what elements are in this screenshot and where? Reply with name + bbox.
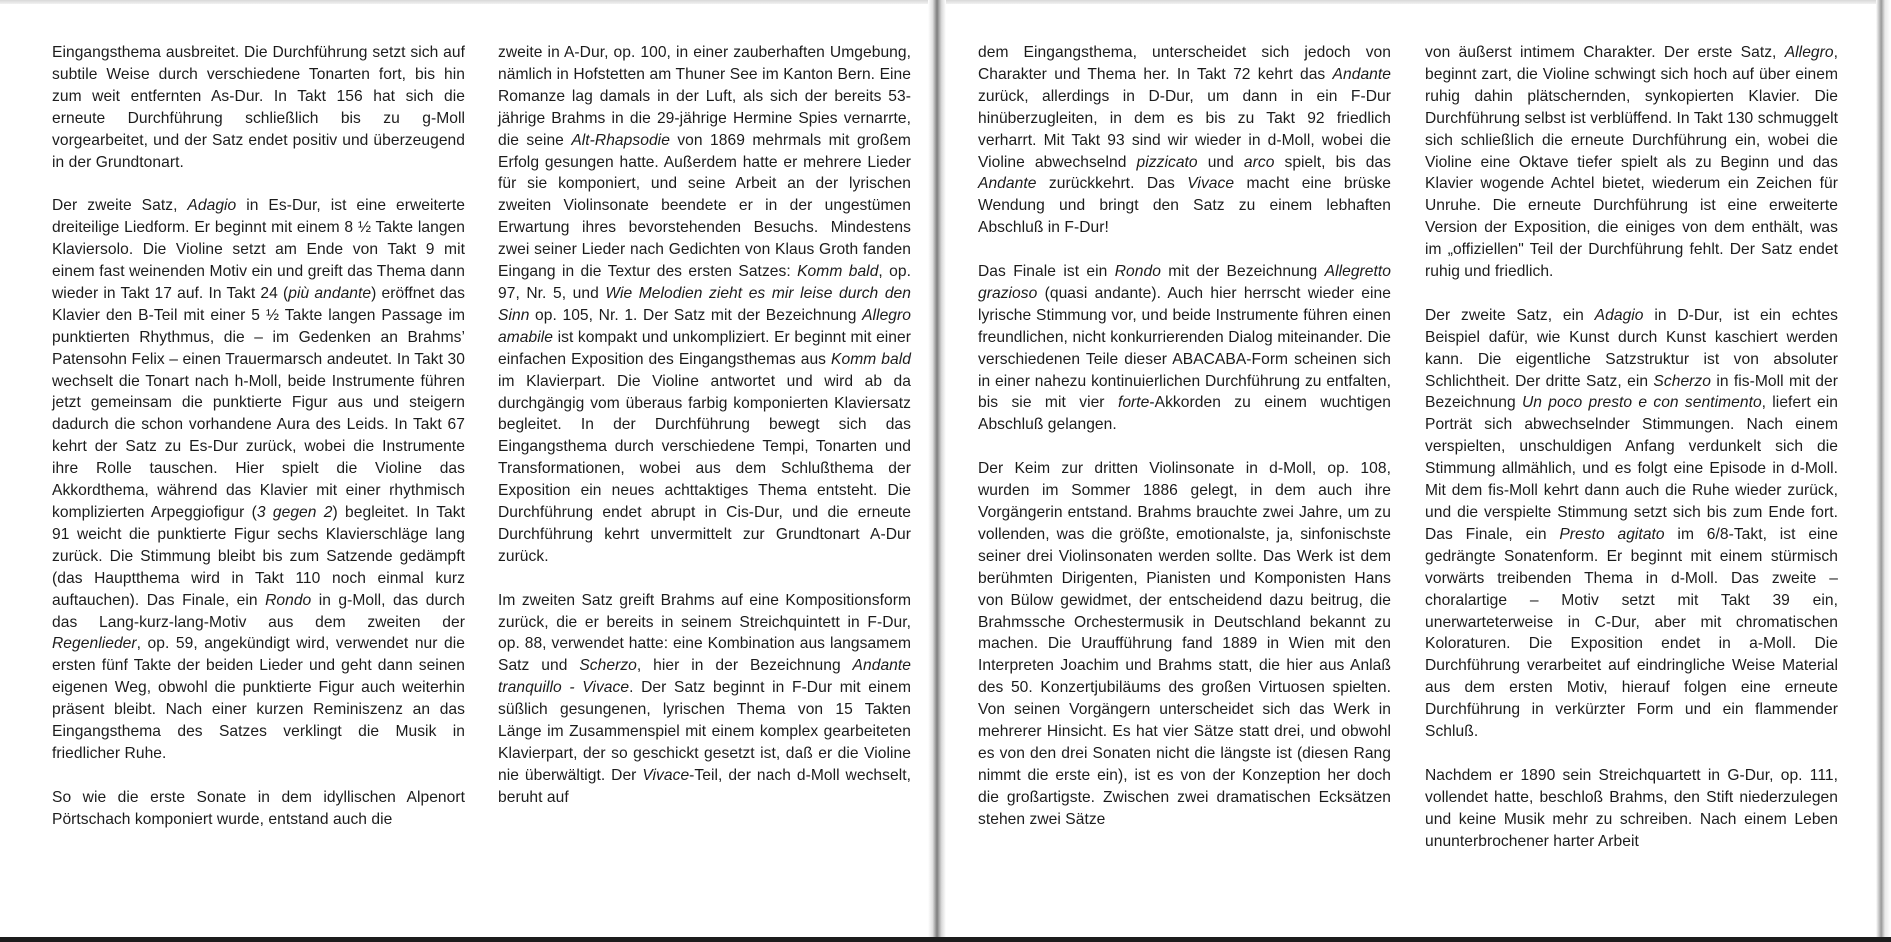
booklet-spine [928,0,946,942]
paragraph: dem Eingangsthema, unterscheidet sich jedoch von Charakter und Thema her. In Takt 72 kehrt das Andante zurück, allerdings in D-Dur, um dann in ein F-Dur hinüberzugleiten, in dem es bis zu Takt 92 friedlich verharrt. Mit Takt 93 sind wir wieder in d-Moll, wobei die Violine abwechselnd pizzicato und arco spielt, bis das Andante zurückkehrt. Das Vivace macht eine brüske Wendung und bringt den Satz zu einem lebhaften Abschluß in F-Dur! [978,44,1391,237]
page-bottom-edge [0,937,1891,942]
page-right-edge [1876,0,1891,942]
paragraph: Der zweite Satz, Adagio in Es-Dur, ist eine erweiterte dreiteilige Liedform. Er beginnt mit einem 8 ½ Takte langen Klaviersolo. Die Violine setzt am Ende von Takt 9 mit einem fast weinenden Motiv ein und greift das Thema dann wieder in Takt 17 auf. In Takt 24 (più andante) eröffnet das Klavier den B-Teil mit einer 5 ½ Takte langen Passage im punktierten Rhythmus, die – im Gedenken an Brahms’ Patensohn Felix – einen Trauermarsch andeutet. In Takt 30 wechselt die Tonart nach h-Moll, beide Instrumente führen jetzt gemeinsam die punktierte Figur aus und steigern dadurch die schon vorhandene Aura des Leids. In Takt 67 kehrt der Satz zu Es-Dur zurück, wobei die Instrumente ihre Rolle tauschen. Hier spielt die Violine das Akkordthema, während das Klavier mit einer rhythmisch komplizierten Arpeggiofigur (3 gegen 2) begleitet. In Takt 91 weicht die punktierte Figur sechs Klavierschläge lang zurück. Die Stimmung bleibt bis zum Satzende gedämpft (das Hauptthema wird in Takt 110 noch einmal kurz auftauchen). Das Finale, ein Rondo in g-Moll, das durch das Lang-kurz-lang-Motiv aus dem zweiten der Regenlieder, op. 59, angekündigt wird, verwendet nur die ersten fünf Takte der beiden Lieder und geht dann seinen eigenen Weg, obwohl die punktierte Figur auch weiterhin präsent bleibt. Nach einer kurzen Reminiszenz an das Eingangsthema des Satzes verklingt die Musik in friedlicher Ruhe. [52,197,465,762]
paragraph: So wie die erste Sonate in dem idyllischen Alpenort Pörtschach komponiert wurde, entstand auch die [52,788,465,828]
paragraph: Das Finale ist ein Rondo mit der Bezeichnung Allegretto grazioso (quasi andante). Auch hier herrscht wieder eine lyrische Stimmung vor, und beide Instrumente führen einen freundlichen, nicht konkurrierenden Dialog miteinander. Die verschiedenen Teile dieser ABACABA-Form scheinen sich in einer nahezu kontinuierlichen Durchführung zu entfalten, bis sie mit vier forte-Akkorden zu einem wuchtigen Abschluß gelangen. [978,263,1392,434]
paragraph: Eingangsthema ausbreitet. Die Durchführung setzt sich auf subtile Weise durch verschiedene Tonarten fort, bis hin zum weit entfernten As-Dur. In Takt 156 hat sich die erneute Durchführung schließlich bis zu g-Moll vorgearbeitet, und der Satz endet positiv und überzeugend in der Grundtonart. [52,44,465,171]
paragraph: Der zweite Satz, ein Adagio in D-Dur, ist ein echtes Beispiel dafür, wie Kunst durch Kunst kaschiert werden kann. Die eigentliche Satzstruktur ist von absoluter Schlichtheit. Der dritte Satz, ein Scherzo in fis-Moll mit der Bezeichnung Un poco presto e con sentimento, liefert ein Porträt sich abwechselnder Stimmungen. Nach einem verspielten, unschuldigen Anfang verdunkelt sich die Stimmung allmählich, und es folgt eine Episode in d-Moll. Mit dem fis-Moll kehrt dann auch die Ruhe wieder zurück, und die verspielte Stimmung setzt sich bis zum Ende fort. Das Finale, ein Presto agitato im 6/8-Takt, ist eine gedrängte Sonatenform. Er beginnt mit einem stürmisch vorwärts treibenden Thema in d-Moll. Das zweite – choralartige – Motiv setzt mit Takt 39 ein, unerwarteterweise in C-Dur, aber mit chromatischen Koloraturen. Die Exposition endet in a-Moll. Die Durchführung verarbeitet auf eindringliche Weise Material aus dem ersten Motiv, hierauf folgen eine erneute Durchführung in verkürzter Form und ein flammender Schluß. [1425,306,1838,741]
right-page-column-2 [1425,42,1838,853]
paragraph: Der Keim zur dritten Violinsonate in d-Moll, op. 108, wurden im Sommer 1886 gelegt, in dem auch ihre Vorgängerin entstand. Brahms brauchte zwei Jahre, um zu vollenden, was die größte, emotionalste, ja, sinfonischste seiner drei Violinsonaten werden sollte. Das Werk ist dem berühmten Dirigenten, Pianisten und Komponisten Hans von Bülow gewidmet, der entscheidend dazu beitrug, die Brahmssche Orchestermusik in Deutschland bekannt zu machen. Die Uraufführung fand 1889 in Wien mit den Interpreten Joachim und Brahms statt, die hier aus Anlaß des 50. Konzertjubiläums des großen Virtuosen spielten. Von seinen Vorgängern unterscheidet sich das Werk in mehrerer Hinsicht. Es hat vier Sätze statt drei, und obwohl es von den drei Sonaten nicht die längste ist (diesen Rang nimmt die erste ein), ist es von der Konzeption her doch die großartigste. Zwischen zwei dramatischen Ecksätzen stehen zwei Sätze [978,460,1391,828]
paragraph: zweite in A-Dur, op. 100, in einer zauberhaften Umgebung, nämlich in Hofstetten am Thuner See im Kanton Bern. Eine Romanze lag damals in der Luft, als sich der bereits 53-jährige Brahms in die 29-jährige Hermine Spies vernarrte, die seine Alt-Rhapsodie von 1869 mehrmals mit großem Erfolg gesungen hatte. Außerdem hatte er mehrere Lieder für sie komponiert, und seine Arbeit an der lyrischen zweiten Violinsonate beendete er in der ungestümen Erwartung ihres bevorstehenden Besuchs. Mindestens zwei seiner Lieder nach Gedichten von Klaus Groth fanden Eingang in die Textur des ersten Satzes: Komm bald, op. 97, Nr. 5, und Wie Melodien zieht es mir leise durch den Sinn op. 105, Nr. 1. Der Satz mit der Bezeichnung Allegro amabile ist kompakt und unkompliziert. Er beginnt mit einer einfachen Exposition des Eingangsthemas aus Komm bald im Klavierpart. Die Violine antwortet und wird ab da durchgängig vom überaus farbig komponierten Klaviersatz begleitet. In der Durchführung bewegt sich das Eingangsthema durch verschiedene Tempi, Tonarten und Transformationen, wobei aus dem Schlußthema der Exposition ein neues achttaktiges Thema entsteht. Die Durchführung endet abrupt in Cis-Dur, und die erneute Durchführung kehrt unvermittelt zur Grundtonart A-Dur zurück. [498,44,911,565]
paragraph: Im zweiten Satz greift Brahms auf eine Kompositionsform zurück, die er bereits in seinem Streichquintett in F-Dur, op. 88, verwendet hatte: eine Kombination aus langsamem Satz und Scherzo, hier in der Bezeichnung Andante tranquillo - Vivace. Der Satz beginnt in F-Dur mit einem süßlich gesungenen, lyrischen Thema von 15 Takten Länge im Zusammenspiel mit einem komplex gearbeiteten Klavierpart, der so geschickt gesetzt ist, daß er die Violine nie überwältigt. Der Vivace-Teil, der nach d-Moll wechselt, beruht auf [498,591,911,806]
paragraph: von äußerst intimem Charakter. Der erste Satz, Allegro, beginnt zart, die Violine schwingt sich hoch auf über einem ruhig dahin plätschernden, synkopierten Klavier. Die Durchführung selbst ist verblüffend. In Takt 130 schmuggelt sich schließlich die erneute Durchführung ein, wobei die Violine eine Oktave tiefer spielt als zu Beginn und das Klavier wogende Achtel bietet, wiederum ein Zeichen für Unruhe. Die erneute Durchführung ist eine erweiterte Version der Exposition, die einiges von dem enthält, was im „offiziellen" Teil der Durchführung fehlt. Der Satz endet ruhig und friedlich. [1425,44,1838,281]
right-page-column-1 [978,42,1391,831]
left-page-column-2 [498,42,911,809]
paragraph: Nachdem er 1890 sein Streichquartett in G-Dur, op. 111, vollendet hatte, beschloß Brahms, den Stift niederzulegen und keine Musik mehr zu schreiben. Nach einem Leben ununterbrochener harter Arbeit [1425,766,1838,850]
left-page-column-1 [52,42,465,831]
